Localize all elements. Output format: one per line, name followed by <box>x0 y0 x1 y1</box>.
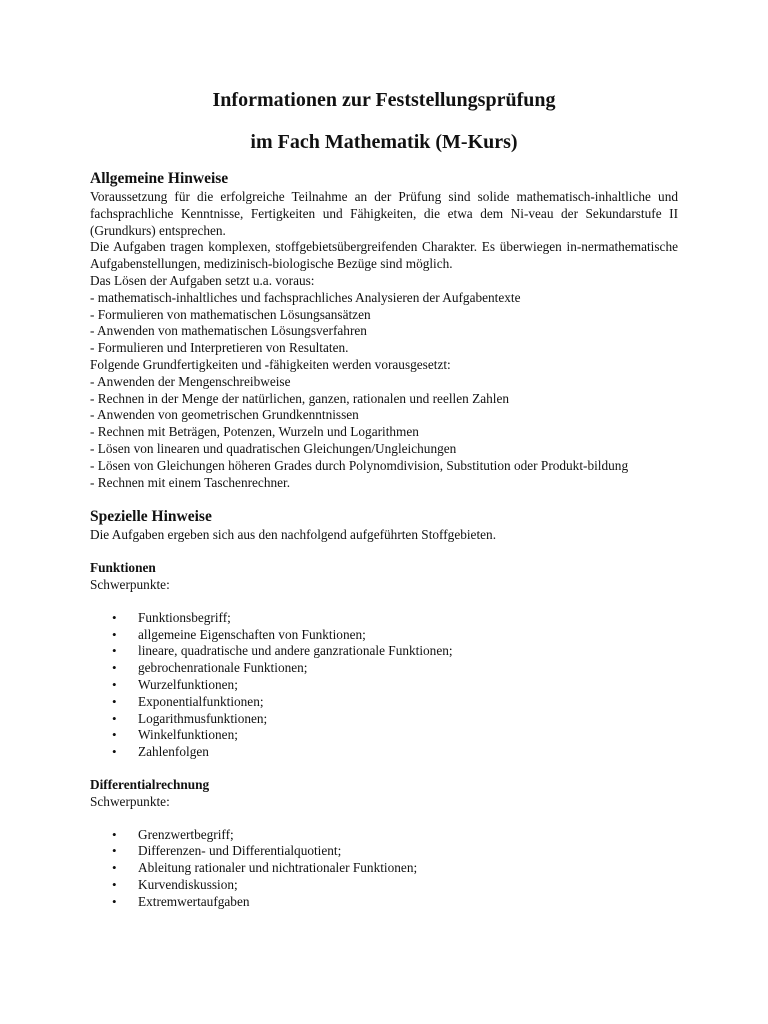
list-item: • Winkelfunktionen; <box>90 727 678 744</box>
list-item: • Exponentialfunktionen; <box>90 694 678 711</box>
differential-list <box>90 827 678 911</box>
requirements-intro: Das Lösen der Aufgaben setzt u.a. voraus: <box>90 272 315 288</box>
list-item: - Formulieren von mathematischen Lösungsansätzen <box>90 306 371 322</box>
functions-subheading: Schwerpunkte: <box>90 576 170 592</box>
differential-subheading: Schwerpunkte: <box>90 793 170 809</box>
special-intro: Die Aufgaben ergeben sich aus den nachfolgend aufgeführten Stoffgebieten. <box>90 527 497 543</box>
functions-list <box>90 610 678 761</box>
list-item: - Rechnen mit Beträgen, Potenzen, Wurzeln und Logarithmen <box>90 424 419 440</box>
differential-heading: Differentialrechnung <box>90 776 210 792</box>
list-item: - Lösen von Gleichungen höheren Grades durch Polynomdivision, Substitution oder Produkt-bildung <box>90 457 629 473</box>
special-heading: Spezielle Hinweise <box>90 508 212 526</box>
list-item: • Differenzen- und Differentialquotient; <box>90 843 678 860</box>
list-item: - Formulieren und Interpretieren von Resultaten. <box>90 340 349 356</box>
title-line-1: Informationen zur Feststellungsprüfung <box>212 89 556 111</box>
list-item: • Extremwertaufgaben <box>90 894 678 911</box>
skills-intro: Folgende Grundfertigkeiten und -fähigkeiten werden vorausgesetzt: <box>90 356 451 372</box>
general-heading: Allgemeine Hinweise <box>90 170 229 187</box>
list-item: • Grenzwertbegriff; <box>90 827 678 844</box>
general-paragraph-1: Voraussetzung für die erfolgreiche Teilnahme an der Prüfung sind solide mathematisch-inhaltliche und fachsprachliche Kenntnisse, Fertigkeiten und Fähigkeiten, die etwa dem Ni-veau der Sekundarstufe II (Grundkurs) entsprechen. <box>90 189 678 238</box>
general-paragraph-2: Die Aufgaben tragen komplexen, stoffgebietsübergreifenden Charakter. Es überwiegen in-nermathematische Aufgabenstellungen, medizinisch-biologische Bezüge sind möglich. <box>90 239 678 272</box>
list-item: - Rechnen in der Menge der natürlichen, ganzen, rationalen und reellen Zahlen <box>90 390 510 406</box>
list-item: • Kurvendiskussion; <box>90 877 678 894</box>
functions-heading: Funktionen <box>90 560 156 576</box>
list-item: • Zahlenfolgen <box>90 744 678 761</box>
skills-list <box>90 374 678 492</box>
list-item: • gebrochenrationale Funktionen; <box>90 660 678 677</box>
title-line-2: im Fach Mathematik (M-Kurs) <box>250 131 518 153</box>
list-item: - Anwenden der Mengenschreibweise <box>90 373 291 389</box>
requirements-list <box>90 290 678 357</box>
list-item: - Anwenden von mathematischen Lösungsverfahren <box>90 323 367 339</box>
list-item: • Ableitung rationaler und nichtrationaler Funktionen; <box>90 860 678 877</box>
list-item: • allgemeine Eigenschaften von Funktionen; <box>90 627 678 644</box>
list-item: - Anwenden von geometrischen Grundkenntnissen <box>90 407 359 423</box>
list-item: • Logarithmusfunktionen; <box>90 711 678 728</box>
list-item: - Rechnen mit einem Taschenrechner. <box>90 474 291 490</box>
list-item: - mathematisch-inhaltliches und fachsprachliches Analysieren der Aufgabentexte <box>90 289 521 305</box>
list-item: • Funktionsbegriff; <box>90 610 678 627</box>
list-item: - Lösen von linearen und quadratischen Gleichungen/Ungleichungen <box>90 440 457 456</box>
list-item: • Wurzelfunktionen; <box>90 677 678 694</box>
document-content <box>90 169 678 910</box>
list-item: • lineare, quadratische und andere ganzrationale Funktionen; <box>90 643 678 660</box>
